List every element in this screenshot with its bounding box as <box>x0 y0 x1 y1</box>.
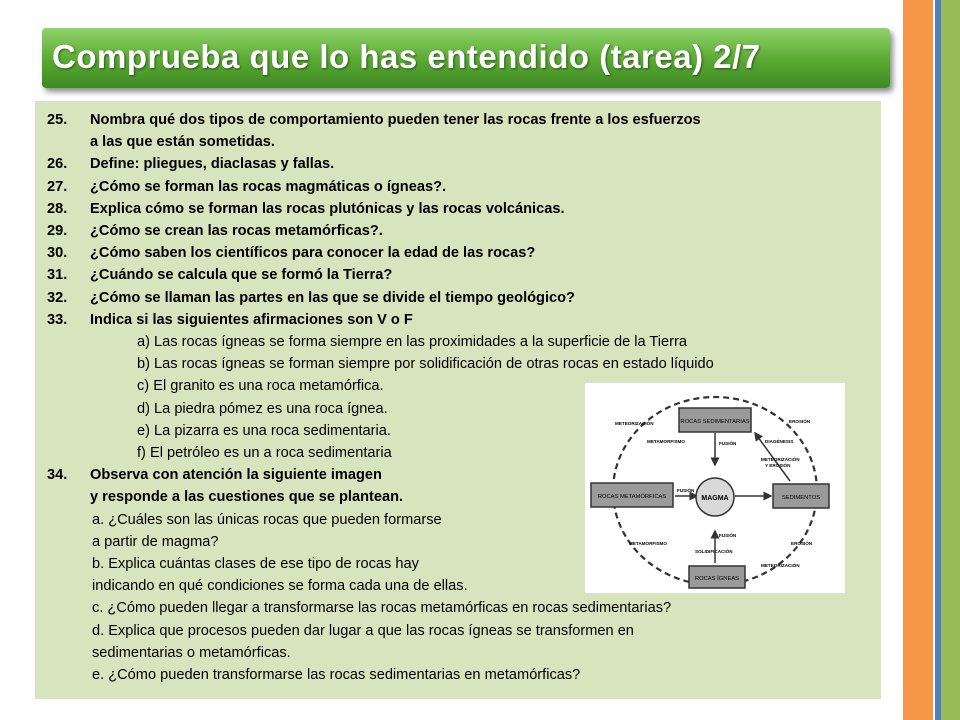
statement-f: f) El petróleo es un a roca sedimentaria <box>137 445 392 462</box>
label-meteorizacion-br: METEORIZACIÓN <box>761 563 800 568</box>
question-text: Observa con atención la siguiente imagen <box>90 467 382 484</box>
question-text: Explica cómo se forman las rocas plutónicas y las rocas volcánicas. <box>90 200 565 217</box>
subquestion-a-line2: a partir de magma? <box>92 533 219 550</box>
statement-d: d) La piedra pómez es una roca ígnea. <box>137 400 388 417</box>
question-27 <box>47 176 714 198</box>
question-number: 29. <box>47 223 68 240</box>
label-sedimentos: SEDIMENTOS <box>781 495 821 501</box>
question-26 <box>47 153 714 175</box>
question-text: ¿Cómo se forman las rocas magmáticas o ígneas?. <box>90 178 447 195</box>
question-32 <box>47 287 714 309</box>
label-fusion-top: FUSIÓN <box>719 441 737 446</box>
question-text: Define: pliegues, diaclasas y fallas. <box>90 156 335 173</box>
question-text: ¿Cómo se llaman las partes en las que se divide el tiempo geológico? <box>90 289 575 306</box>
label-magma: MAGMA <box>701 495 729 502</box>
label-erosion-br: EROSIÓN <box>791 541 813 546</box>
question-number: 27. <box>47 178 68 195</box>
question-number: 34. <box>47 467 68 484</box>
label-diagenesis: DIAGÉNESIS <box>765 439 794 444</box>
question-29 <box>47 220 714 242</box>
decorative-stripe-green <box>941 0 960 720</box>
label-rocas-metamorficas: ROCAS METAMÓRFICAS <box>597 494 667 500</box>
question-text: ¿Cómo saben los científicos para conocer la edad de las rocas? <box>90 245 536 262</box>
question-31 <box>47 264 714 286</box>
question-number: 32. <box>47 289 68 306</box>
question-28 <box>47 198 714 220</box>
subquestion-b-line1: b. Explica cuántas clases de ese tipo de rocas hay <box>92 556 419 573</box>
statement-a: a) Las rocas ígneas se forma siempre en las proximidades a la superficie de la Tierra <box>137 334 687 351</box>
label-fusion-bottom: FUSIÓN <box>719 533 737 538</box>
label-solidificacion: SOLIDIFICACIÓN <box>695 549 733 554</box>
question-number: 25. <box>47 112 68 128</box>
subquestion-d-line1: d. Explica que procesos pueden dar lugar a que las rocas ígneas se transformen en <box>92 622 634 639</box>
slide-title: Comprueba que lo has entendido (tarea) 2/7 <box>52 38 761 75</box>
label-erosion-tr: EROSIÓN <box>789 419 811 424</box>
label-meteorizacion-erosion-2: Y EROSIÓN <box>765 463 791 468</box>
subquestion-e: e. ¿Cómo pueden transformarse las rocas sedimentarias en metamórficas? <box>92 667 581 684</box>
question-number: 28. <box>47 200 68 217</box>
decorative-stripe-orange <box>903 0 933 720</box>
label-meteorizacion-tl: METEORIZACIÓN <box>615 421 654 426</box>
subquestion-a-line1: a. ¿Cuáles son las únicas rocas que pueden formarse <box>92 511 442 528</box>
label-fusion-left: FUSIÓN <box>677 488 695 493</box>
question-25 <box>47 109 714 153</box>
question-number: 30. <box>47 245 68 262</box>
question-text: Nombra qué dos tipos de comportamiento pueden tener las rocas frente a los esfuerzos <box>90 112 701 128</box>
subquestion-d-line2: sedimentarias o metamórficas. <box>92 644 291 661</box>
question-30 <box>47 242 714 264</box>
rock-cycle-diagram <box>585 383 845 593</box>
label-metamorfismo-bottom: METAMORFISMO <box>629 541 667 546</box>
statement-b: b) Las rocas ígneas se forman siempre por solidificación de otras rocas en estado líquido <box>137 356 714 373</box>
subquestion-b-line2: indicando en qué condiciones se forma cada una de ellas. <box>92 578 468 595</box>
question-text: a las que están sometidas. <box>90 134 275 151</box>
question-text: Indica si las siguientes afirmaciones son V o F <box>90 311 413 328</box>
subquestion-c: c. ¿Cómo pueden llegar a transformarse las rocas metamórficas en rocas sedimentarias? <box>92 600 672 617</box>
label-meteorizacion-erosion-1: METEORIZACIÓN <box>761 457 800 462</box>
question-number: 31. <box>47 267 68 284</box>
statement-e: e) La pizarra es una roca sedimentaria. <box>137 422 391 439</box>
label-rocas-sedimentarias: ROCAS SEDIMENTARIAS <box>680 419 750 425</box>
question-text: ¿Cómo se crean las rocas metamórficas?. <box>90 223 383 240</box>
statement-c: c) El granito es una roca metamórfica. <box>137 378 384 395</box>
label-metamorfismo-top: METAMORFISMO <box>647 439 685 444</box>
question-number: 26. <box>47 156 68 173</box>
question-text: ¿Cuándo se calcula que se formó la Tierra? <box>90 267 393 284</box>
question-text: y responde a las cuestiones que se plantean. <box>90 489 404 506</box>
question-number: 33. <box>47 311 68 328</box>
label-rocas-igneas: ROCAS ÍGNEAS <box>694 576 740 582</box>
